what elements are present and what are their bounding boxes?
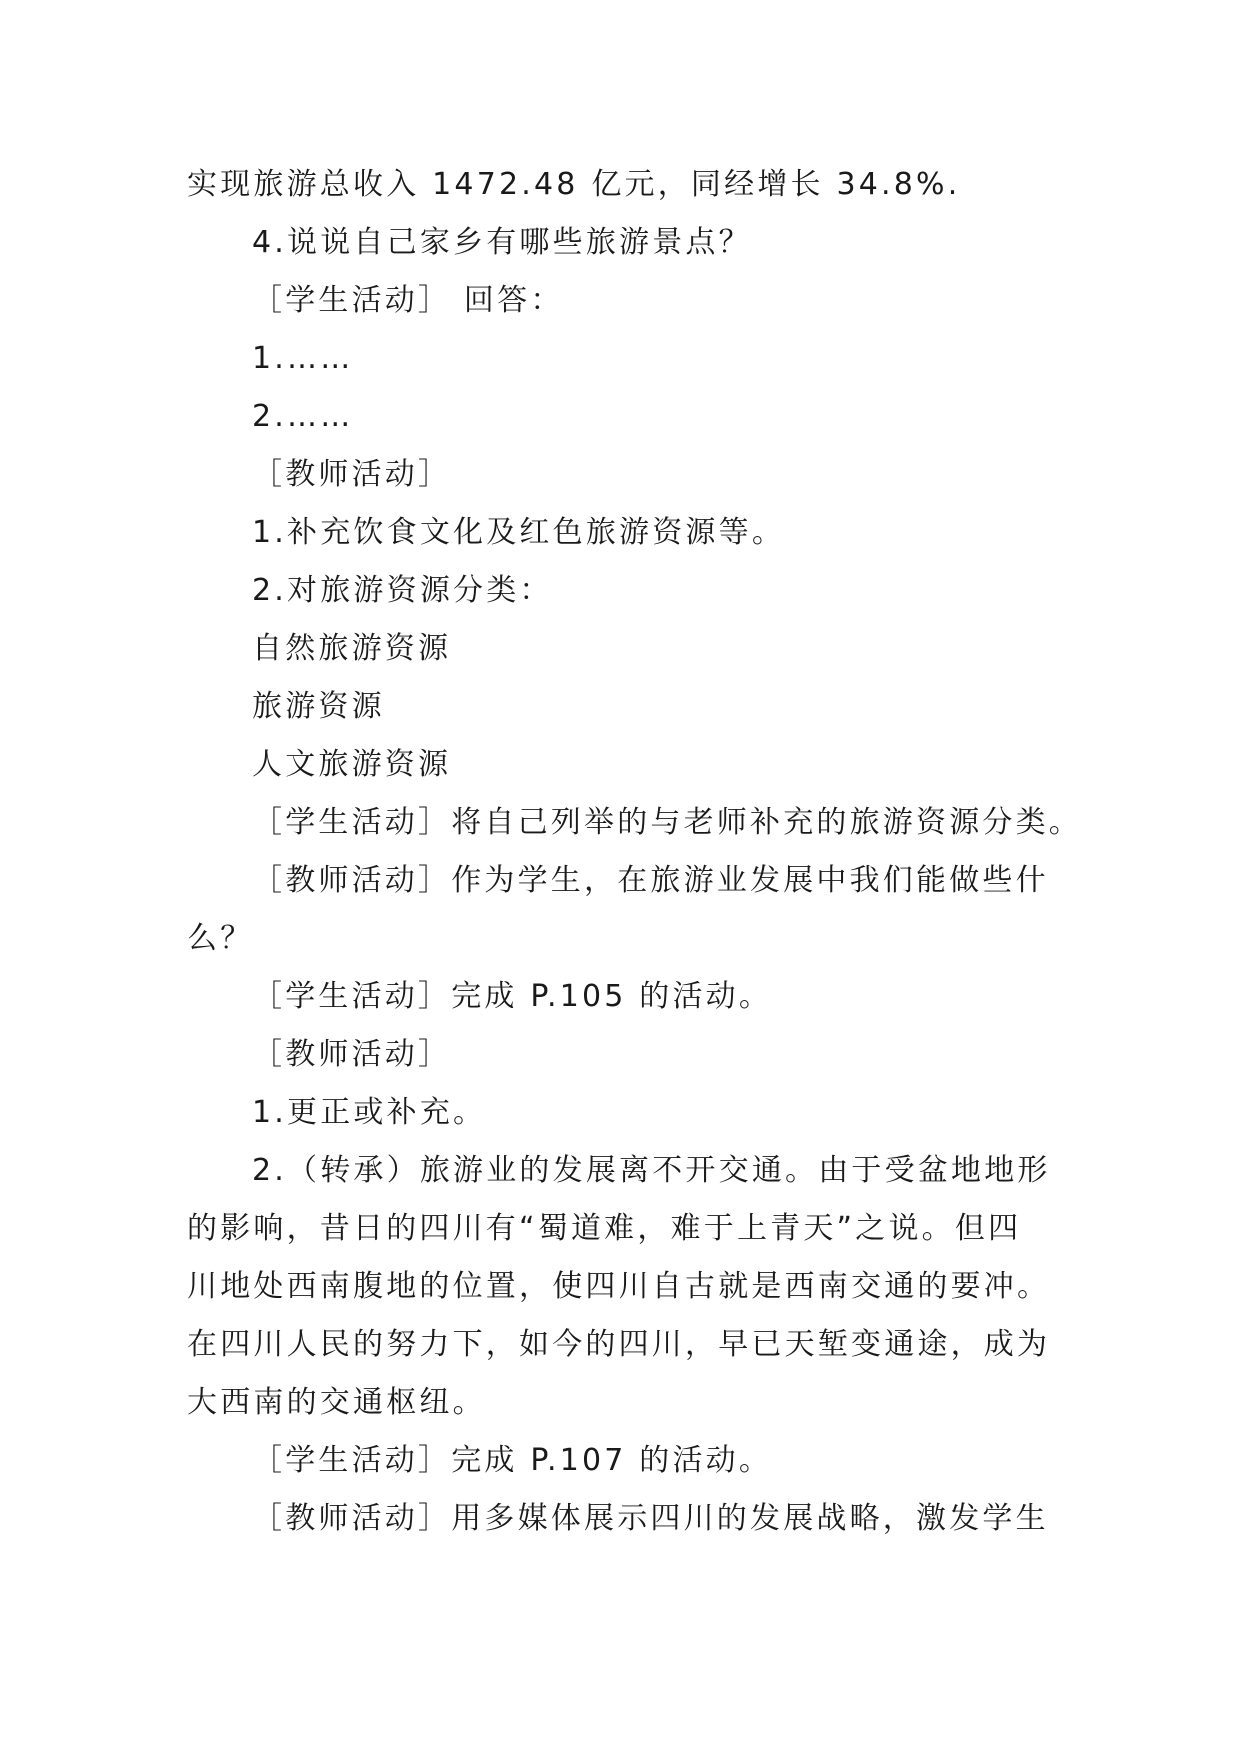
text-line: 实现旅游总收入 1472.48 亿元，同经增长 34.8%. bbox=[187, 167, 961, 202]
text-line: ［教师活动］ bbox=[252, 457, 452, 492]
text-line: 2.（转承）旅游业的发展离不开交通。由于受盆地地形 bbox=[252, 1153, 1051, 1188]
text-line: 1.更正或补充。 bbox=[252, 1095, 487, 1130]
text-line: ［学生活动］完成 P.107 的活动。 bbox=[252, 1443, 773, 1478]
text-line: 4.说说自己家乡有哪些旅游景点？ bbox=[252, 225, 752, 260]
text-line: 大西南的交通枢纽。 bbox=[187, 1385, 486, 1420]
text-line: 1.补充饮食文化及红色旅游资源等。 bbox=[252, 515, 786, 550]
text-line: 自然旅游资源 bbox=[252, 631, 452, 666]
text-line: 的影响，昔日的四川有“蜀道难，难于上青天”之说。但四 bbox=[187, 1211, 1022, 1246]
text-line: 2.…… bbox=[252, 399, 354, 434]
text-line: 在四川人民的努力下，如今的四川，早已天堑变通途，成为 bbox=[187, 1327, 1051, 1362]
text-line: ［学生活动］将自己列举的与老师补充的旅游资源分类。 bbox=[252, 805, 1082, 840]
text-line: 人文旅游资源 bbox=[252, 747, 452, 782]
text-line: 么？ bbox=[187, 921, 254, 956]
text-line: 1.…… bbox=[252, 341, 354, 376]
text-line: ［教师活动］用多媒体展示四川的发展战略，激发学生 bbox=[252, 1501, 1049, 1536]
text-line: ［教师活动］ bbox=[252, 1037, 452, 1072]
text-line: ［学生活动］完成 P.105 的活动。 bbox=[252, 979, 773, 1014]
text-line: 2.对旅游资源分类： bbox=[252, 573, 553, 608]
text-line: ［教师活动］作为学生，在旅游业发展中我们能做些什 bbox=[252, 863, 1049, 898]
document-body bbox=[187, 156, 1082, 1548]
text-line: 川地处西南腹地的位置，使四川自古就是西南交通的要冲。 bbox=[187, 1269, 1051, 1304]
text-line: ［学生活动］ 回答： bbox=[252, 283, 564, 318]
text-line: 旅游资源 bbox=[252, 689, 385, 724]
